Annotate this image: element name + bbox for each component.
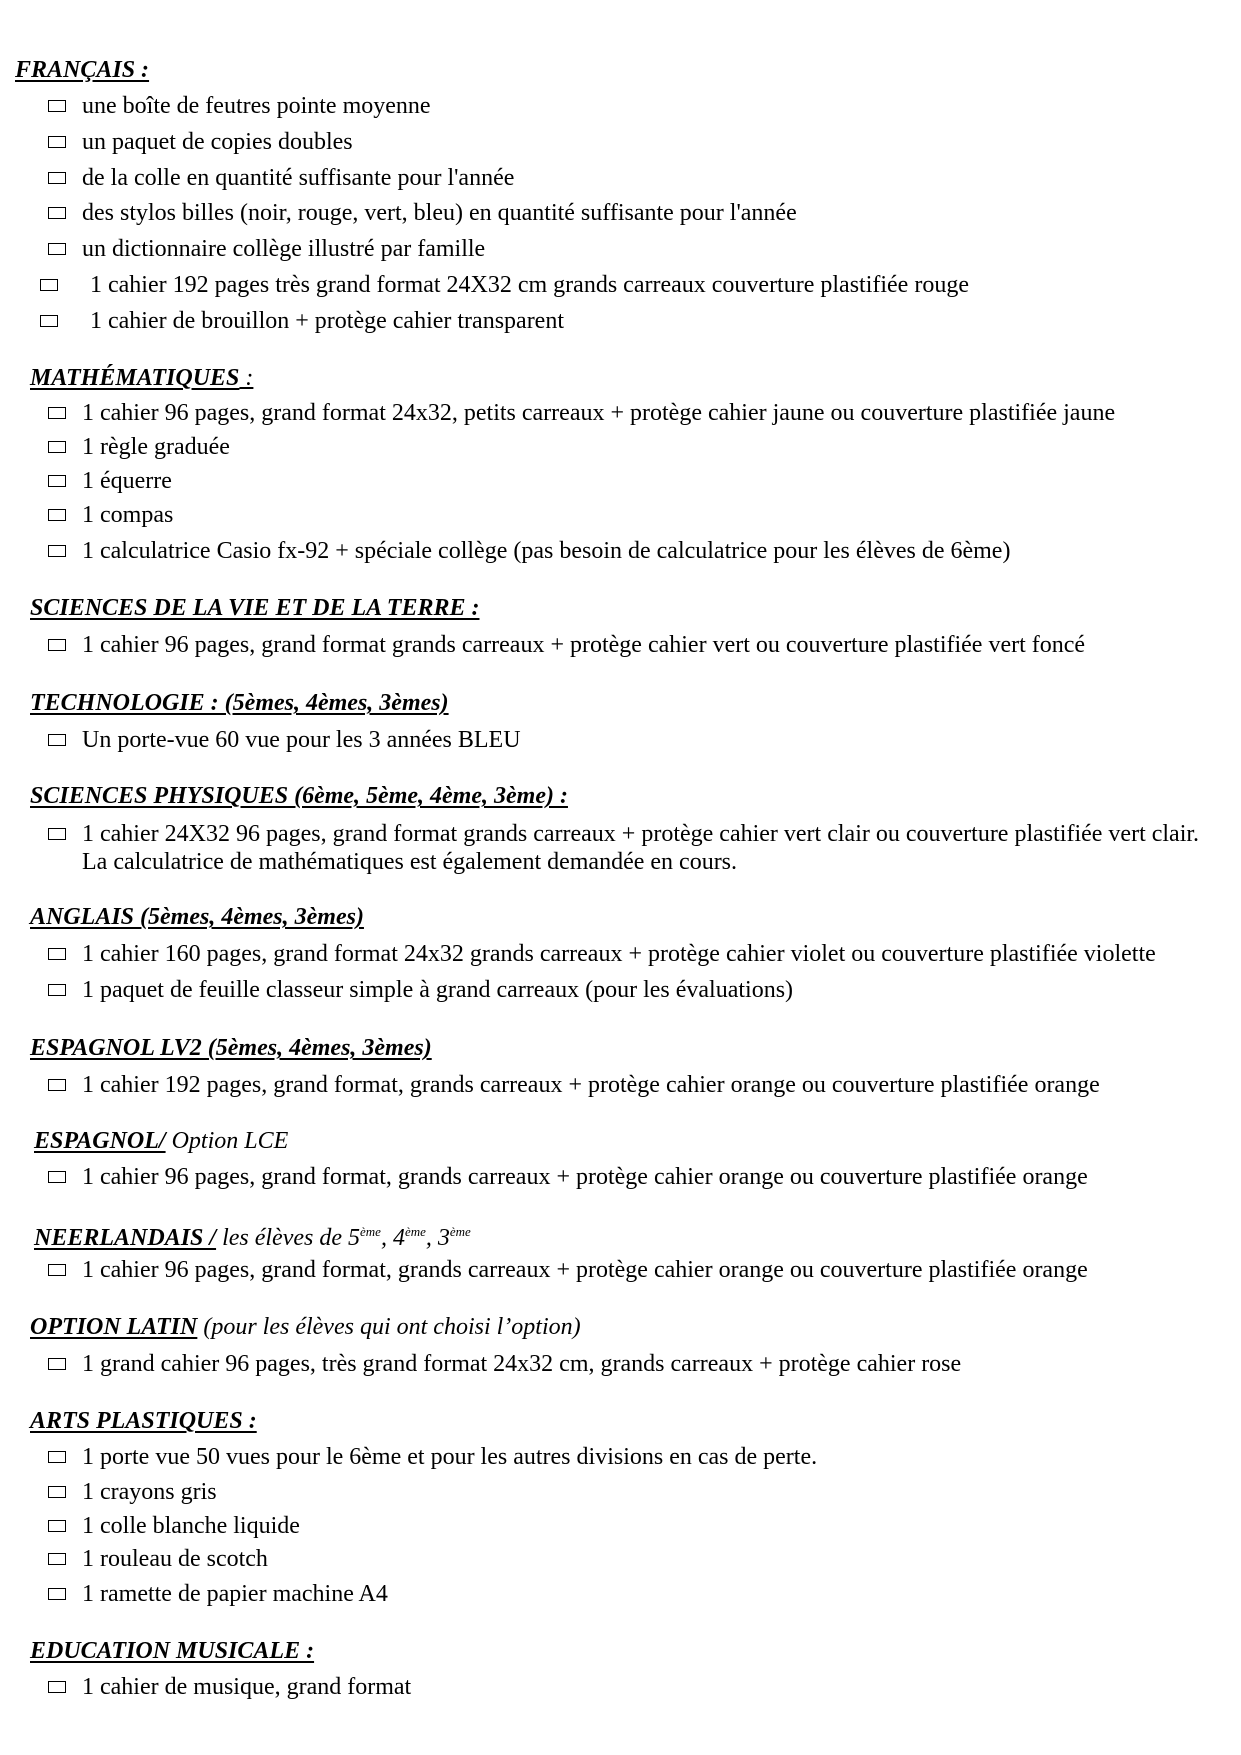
heading-text: NEERLANDAIS / [34,1225,217,1251]
heading-note: Option LCE [165,1128,289,1154]
checkbox-icon[interactable] [48,1079,66,1091]
checkbox-icon[interactable] [48,1681,66,1693]
note-sup: ème [449,1224,471,1239]
heading-text: ARTS PLASTIQUES : [30,1408,257,1434]
checkbox-icon[interactable] [48,243,66,255]
list-item-text: 1 grand cahier 96 pages, très grand format 24x32 cm, grands carreaux + protège cahier rose [82,1351,962,1377]
section-heading-mathematiques [30,364,253,392]
section-heading-svt [30,594,479,622]
heading-text: OPTION LATIN [30,1314,198,1340]
list-item-text: de la colle en quantité suffisante pour l'année [82,165,515,191]
list-item-text: 1 cahier 96 pages, grand format 24x32, petits carreaux + protège cahier jaune ou couverture plastifiée jaune [82,400,1116,426]
list-item-text: 1 crayons gris [82,1479,217,1505]
heading-note: (pour les élèves qui ont choisi l’option) [197,1314,581,1340]
section-heading-espagnol-lce [34,1127,288,1155]
list-item-text: Un porte-vue 60 vue pour les 3 années BLEU [82,727,521,753]
section-heading-espagnol-lv2 [30,1034,432,1062]
checkbox-icon[interactable] [48,1486,66,1498]
list-item-text: 1 cahier 192 pages, grand format, grands carreaux + protège cahier orange ou couverture plastifiée orange [82,1072,1100,1098]
checkbox-icon[interactable] [40,279,58,291]
checkbox-icon[interactable] [48,828,66,840]
checkbox-icon[interactable] [48,1358,66,1370]
note-sep: , 4 [380,1225,405,1251]
list-item-text: 1 cahier de musique, grand format [82,1674,412,1700]
list-item-text: 1 règle graduée [82,434,230,460]
checkbox-icon[interactable] [48,1553,66,1565]
checkbox-icon[interactable] [48,407,66,419]
heading-text: ESPAGNOL LV2 (5èmes, 4èmes, 3èmes) [30,1035,432,1061]
checkbox-icon[interactable] [48,948,66,960]
list-item-text: 1 cahier 96 pages, grand format, grands carreaux + protège cahier orange ou couverture plastifiée orange [82,1164,1088,1190]
section-heading-education-musicale [30,1637,314,1665]
section-heading-neerlandais [34,1218,471,1252]
list-item-text: 1 colle blanche liquide [82,1513,300,1539]
heading-text: TECHNOLOGIE : (5èmes, 4èmes, 3èmes) [30,690,449,716]
checkbox-icon[interactable] [48,207,66,219]
checkbox-icon[interactable] [48,1588,66,1600]
checkbox-icon[interactable] [48,100,66,112]
section-heading-sciences-physiques [30,782,568,810]
section-heading-technologie [30,689,449,717]
heading-text: SCIENCES DE LA VIE ET DE LA TERRE : [30,595,480,621]
list-item-text: 1 cahier 96 pages, grand format grands carreaux + protège cahier vert ou couverture plastifiée vert foncé [82,632,1086,658]
list-item-text: 1 cahier de brouillon + protège cahier transparent [90,308,564,334]
checkbox-icon[interactable] [48,1171,66,1183]
list-item-text: 1 cahier 192 pages très grand format 24X32 cm grands carreaux couverture plastifiée rouge [90,272,969,298]
heading-text: ANGLAIS (5èmes, 4èmes, 3èmes) [30,904,364,930]
list-item-text: 1 compas [82,502,174,528]
checkbox-icon[interactable] [48,545,66,557]
note-sup: ème [404,1224,426,1239]
list-item-text: 1 rouleau de scotch [82,1546,268,1572]
list-item-text: des stylos billes (noir, rouge, vert, bleu) en quantité suffisante pour l'année [82,200,797,226]
checkbox-icon[interactable] [40,315,58,327]
checkbox-icon[interactable] [48,1264,66,1276]
note-sep: , 3 [425,1225,450,1251]
list-item-text: une boîte de feutres pointe moyenne [82,93,431,119]
section-heading-option-latin [30,1313,581,1341]
section-heading-anglais [30,903,364,931]
heading-suffix: : [239,365,254,391]
checkbox-icon[interactable] [48,984,66,996]
checkbox-icon[interactable] [48,172,66,184]
note-text: les élèves de 5 [222,1225,360,1251]
list-item-text: 1 cahier 24X32 96 pages, grand format grands carreaux + protège cahier vert clair ou couverture plastifiée vert clair. La calculatrice de mathématiques est également demandée en cours. [82,821,1200,875]
heading-note [216,1225,471,1251]
list-item-text: un dictionnaire collège illustré par famille [82,236,486,262]
list-item-text: 1 porte vue 50 vues pour le 6ème et pour les autres divisions en cas de perte. [82,1444,818,1470]
checkbox-icon[interactable] [48,441,66,453]
note-sup: ème [360,1224,381,1239]
list-item-text: 1 calculatrice Casio fx-92 + spéciale collège (pas besoin de calculatrice pour les élèves de 6ème) [82,538,1011,564]
list-item-text: 1 cahier 96 pages, grand format, grands carreaux + protège cahier orange ou couverture plastifiée orange [82,1257,1088,1283]
heading-text: MATHÉMATIQUES [30,365,240,391]
list-item-text: 1 ramette de papier machine A4 [82,1581,388,1607]
checkbox-icon[interactable] [48,509,66,521]
checkbox-icon[interactable] [48,639,66,651]
checkbox-icon[interactable] [48,475,66,487]
section-heading-francais [15,56,149,84]
checkbox-icon[interactable] [48,734,66,746]
list-item-text: 1 paquet de feuille classeur simple à grand carreaux (pour les évaluations) [82,977,794,1003]
checkbox-icon[interactable] [48,136,66,148]
heading-text: SCIENCES PHYSIQUES (6ème, 5ème, 4ème, 3ème) : [30,783,568,809]
heading-text: FRANÇAIS : [15,57,150,83]
list-item-text: 1 équerre [82,468,172,494]
heading-text: EDUCATION MUSICALE : [30,1638,315,1664]
list-item-text: un paquet de copies doubles [82,129,353,155]
section-heading-arts-plastiques [30,1407,257,1435]
list-item-text: 1 cahier 160 pages, grand format 24x32 grands carreaux + protège cahier violet ou couverture plastifiée violette [82,941,1156,967]
heading-text: ESPAGNOL/ [34,1128,166,1154]
checkbox-icon[interactable] [48,1520,66,1532]
checkbox-icon[interactable] [48,1451,66,1463]
